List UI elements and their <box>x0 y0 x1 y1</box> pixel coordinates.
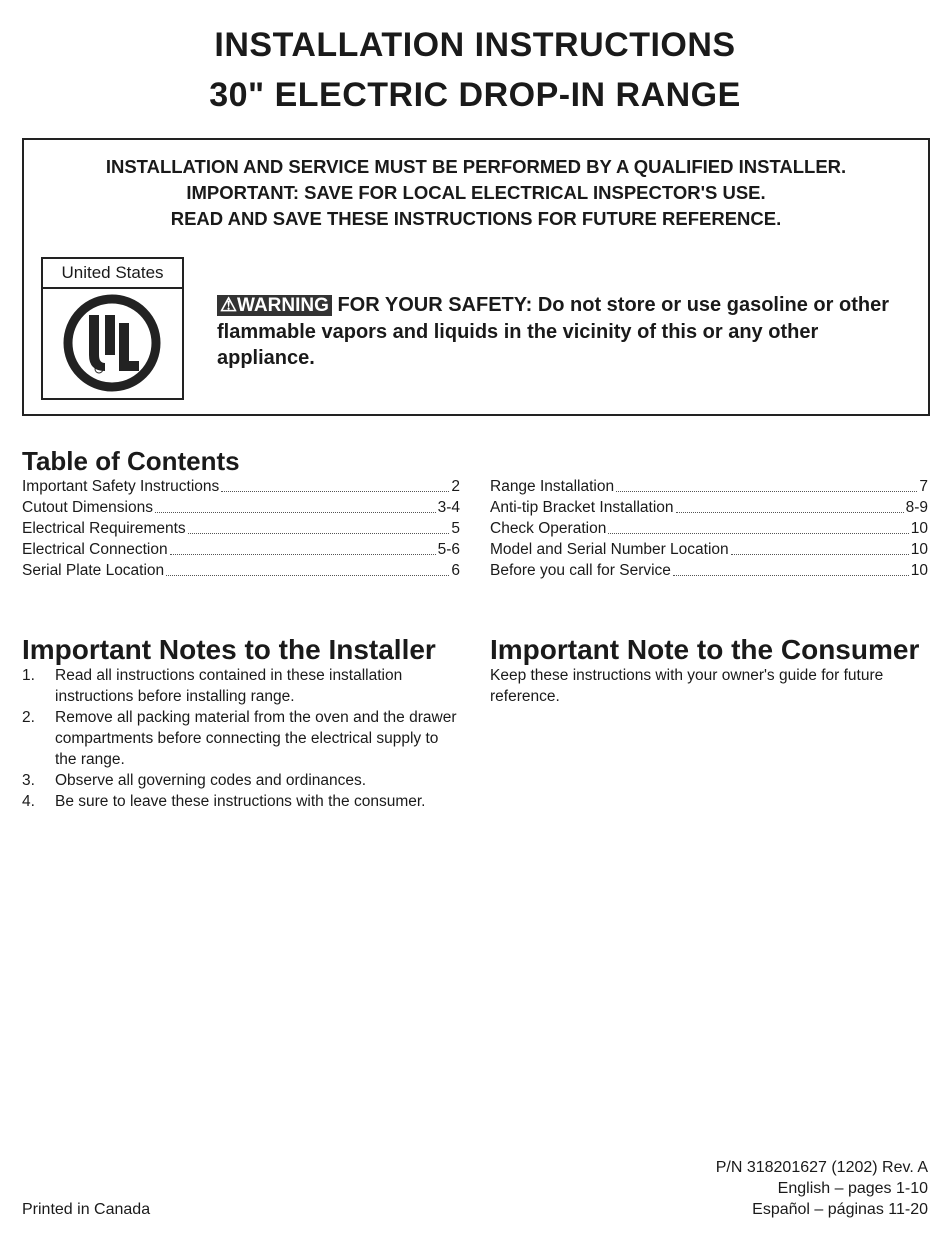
toc-entry-page: 3-4 <box>437 499 460 516</box>
notice-line: READ AND SAVE THESE INSTRUCTIONS FOR FUTURE REFERENCE. <box>170 208 782 229</box>
toc-entry <box>490 539 928 560</box>
toc-entry <box>490 497 928 518</box>
toc-leader <box>731 539 909 555</box>
item-number: 2. <box>22 709 35 726</box>
toc-leader <box>221 476 449 492</box>
item-text: Observe all governing codes and ordinances. <box>55 772 367 789</box>
toc-entry-label: Electrical Requirements <box>22 520 186 537</box>
toc-leader <box>608 518 908 534</box>
toc-leader <box>673 560 909 576</box>
notice-box <box>22 138 930 416</box>
notice-line: IMPORTANT: SAVE FOR LOCAL ELECTRICAL INSPECTOR'S USE. <box>186 182 766 203</box>
toc-entry-page: 10 <box>910 541 928 558</box>
toc-entry-label: Model and Serial Number Location <box>490 541 729 558</box>
warning-text: FOR YOUR SAFETY: Do not store or use gasoline or other flammable vapors and liquids in the vicinity of this or any other appliance. <box>217 294 889 369</box>
item-text: Remove all packing material from the oven and the drawer compartments before connecting the electrical supply to the range. <box>55 709 457 768</box>
toc-entry-page: 7 <box>919 478 928 495</box>
toc-entry-label: Cutout Dimensions <box>22 499 153 516</box>
list-item <box>22 770 462 791</box>
ul-logo-icon <box>59 293 166 393</box>
item-number: 1. <box>22 667 35 684</box>
toc-entry-page: 5 <box>451 520 460 537</box>
toc-entry-label: Before you call for Service <box>490 562 671 579</box>
english-pages: English – pages 1-10 <box>777 1180 928 1197</box>
toc-entry-label: Range Installation <box>490 478 615 495</box>
printed-in: Printed in Canada <box>22 1201 151 1218</box>
item-text: Be sure to leave these instructions with the consumer. <box>55 793 426 810</box>
list-item <box>22 707 462 770</box>
toc-entry <box>490 518 928 539</box>
toc-entry-label: Electrical Connection <box>22 541 168 558</box>
ul-country-label: United States <box>43 259 182 289</box>
toc-entry-page: 10 <box>910 520 928 537</box>
notice-line: INSTALLATION AND SERVICE MUST BE PERFORMED BY A QUALIFIED INSTALLER. <box>105 156 847 177</box>
ul-certification-mark <box>41 257 184 400</box>
toc-entry-page: 6 <box>451 562 460 579</box>
toc-entry-label: Anti-tip Bracket Installation <box>490 499 674 516</box>
toc-entry-page: 2 <box>451 478 460 495</box>
warning-triangle-icon: ⚠ <box>220 295 238 316</box>
installer-notes-list <box>22 665 462 812</box>
toc-entry <box>22 518 460 539</box>
toc-leader <box>170 539 436 555</box>
footer-right <box>716 1157 928 1220</box>
toc-entry <box>490 560 928 581</box>
toc-leader <box>155 497 436 513</box>
toc-entry-label: Important Safety Instructions <box>22 478 220 495</box>
toc-left <box>22 476 460 581</box>
toc-leader <box>188 518 450 534</box>
toc-entry-label: Serial Plate Location <box>22 562 165 579</box>
title-line-1: INSTALLATION INSTRUCTIONS <box>214 26 736 64</box>
item-number: 3. <box>22 772 35 789</box>
toc-entry-page: 10 <box>910 562 928 579</box>
toc-leader <box>166 560 449 576</box>
toc-heading: Table of Contents <box>22 446 240 476</box>
toc-entry <box>22 497 460 518</box>
toc-entry-page: 5-6 <box>437 541 460 558</box>
toc-entry <box>22 539 460 560</box>
spanish-pages: Español – páginas 11-20 <box>752 1201 928 1218</box>
toc-entry-page: 8-9 <box>905 499 928 516</box>
toc-entry <box>22 476 460 497</box>
safety-warning <box>217 292 917 371</box>
consumer-heading: Important Note to the Consumer <box>490 634 920 665</box>
toc-leader <box>676 497 904 513</box>
part-number: P/N 318201627 (1202) Rev. A <box>715 1159 928 1176</box>
title-line-2: 30" ELECTRIC DROP-IN RANGE <box>209 76 741 114</box>
list-item <box>22 665 462 707</box>
warning-badge: ⚠WARNING <box>217 295 332 316</box>
toc-leader <box>616 476 917 492</box>
list-item <box>22 791 462 812</box>
item-number: 4. <box>22 793 35 810</box>
consumer-note: Keep these instructions with your owner's guide for future reference. <box>490 667 884 705</box>
item-text: Read all instructions contained in these installation instructions before installing range. <box>55 667 403 705</box>
toc-entry <box>490 476 928 497</box>
toc-right <box>490 476 928 581</box>
toc-entry <box>22 560 460 581</box>
installer-heading: Important Notes to the Installer <box>22 634 436 665</box>
toc-entry-label: Check Operation <box>490 520 607 537</box>
